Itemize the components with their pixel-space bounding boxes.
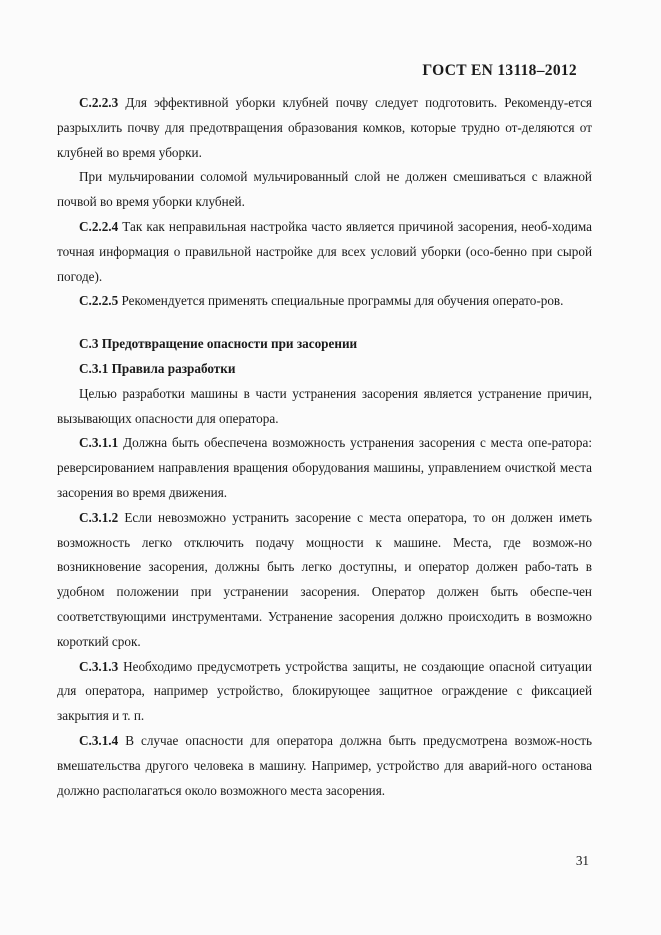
clause-number: C.2.2.5 (79, 293, 119, 309)
clause-number: С.3.1.1 (79, 435, 119, 451)
paragraph-text: При мульчировании соломой мульчированный слой не должен смешиваться с влажной почвой во время уборки клубней. (57, 169, 592, 210)
page-number: 31 (575, 853, 589, 868)
paragraph-design-goal (57, 382, 592, 432)
paragraph-c3-1-4 (57, 729, 592, 803)
paragraph-text: Необходимо предусмотреть устройства защиты, не создающие опасной ситуации для оператора, например устройство, блокирующее защитное ограждение с фиксацией закрытия и т. п. (57, 658, 592, 724)
paragraph-c2-2-5 (57, 289, 592, 314)
paragraph-c3-1-1 (57, 431, 592, 505)
paragraph-text: Для эффективной уборки клубней почву следует подготовить. Рекоменду-ется разрыхлить почву для предотвращения образования комков, которые трудно от-деляются от клубней во время уборки. (57, 95, 592, 160)
paragraph-text: В случае опасности для оператора должна быть предусмотрена возмож-ность вмешательства другого человека в машину. Например, устройство для аварий-ного останова должно располагаться около возможного места засорения. (57, 732, 592, 798)
paragraph-text: Если невозможно устранить засорение с места оператора, то он должен иметь возможность легко отключить подачу мощности к машине. Места, где возмож-но возникновение засорения, должны быть легко доступны, и оператор должен рабо-тать в удобном положении при устранении засорения. Оператор должен быть обеспе-чен соответствующими инструментами. Устранение засорения должно происходить в возможно короткий срок. (57, 509, 592, 649)
paragraph-text: Должна быть обеспечена возможность устранения засорения с места опе-ратора: реверсированием направления вращения оборудования машины, управлением очисткой места засорения во время движения. (57, 435, 592, 500)
document-body (57, 91, 592, 803)
clause-number: С.3.1.4 (79, 732, 119, 748)
section-spacer (57, 314, 592, 332)
clause-number: C.2.2.4 (79, 218, 119, 234)
paragraph-text: Так как неправильная настройка часто является причиной засорения, необ-ходима точная информация о правильной настройке для всех условий уборки (осо-бенно при сырой погоде). (57, 218, 592, 284)
paragraph-text: Рекомендуется применять специальные программы для обучения операто-ров. (118, 293, 564, 309)
paragraph-c3-1-3 (57, 655, 592, 729)
clause-number: С.3.1.3 (79, 658, 119, 674)
clause-number: С.3.1.2 (79, 509, 119, 525)
paragraph-c2-2-4 (57, 215, 592, 289)
standard-header: ГОСТ EN 13118–2012 (422, 62, 577, 79)
paragraph-text: Целью разработки машины в части устранения засорения является устранение причин, вызывающих опасности для оператора. (57, 385, 592, 426)
paragraph-c3-1-2 (57, 506, 592, 655)
clause-number: C.2.2.3 (79, 95, 119, 110)
section-heading-c3: С.3 Предотвращение опасности при засорении (79, 336, 358, 352)
paragraph-mulching (57, 165, 592, 215)
paragraph-c2-2-3 (57, 91, 592, 165)
subsection-heading-c3-1: С.3.1 Правила разработки (79, 360, 236, 376)
